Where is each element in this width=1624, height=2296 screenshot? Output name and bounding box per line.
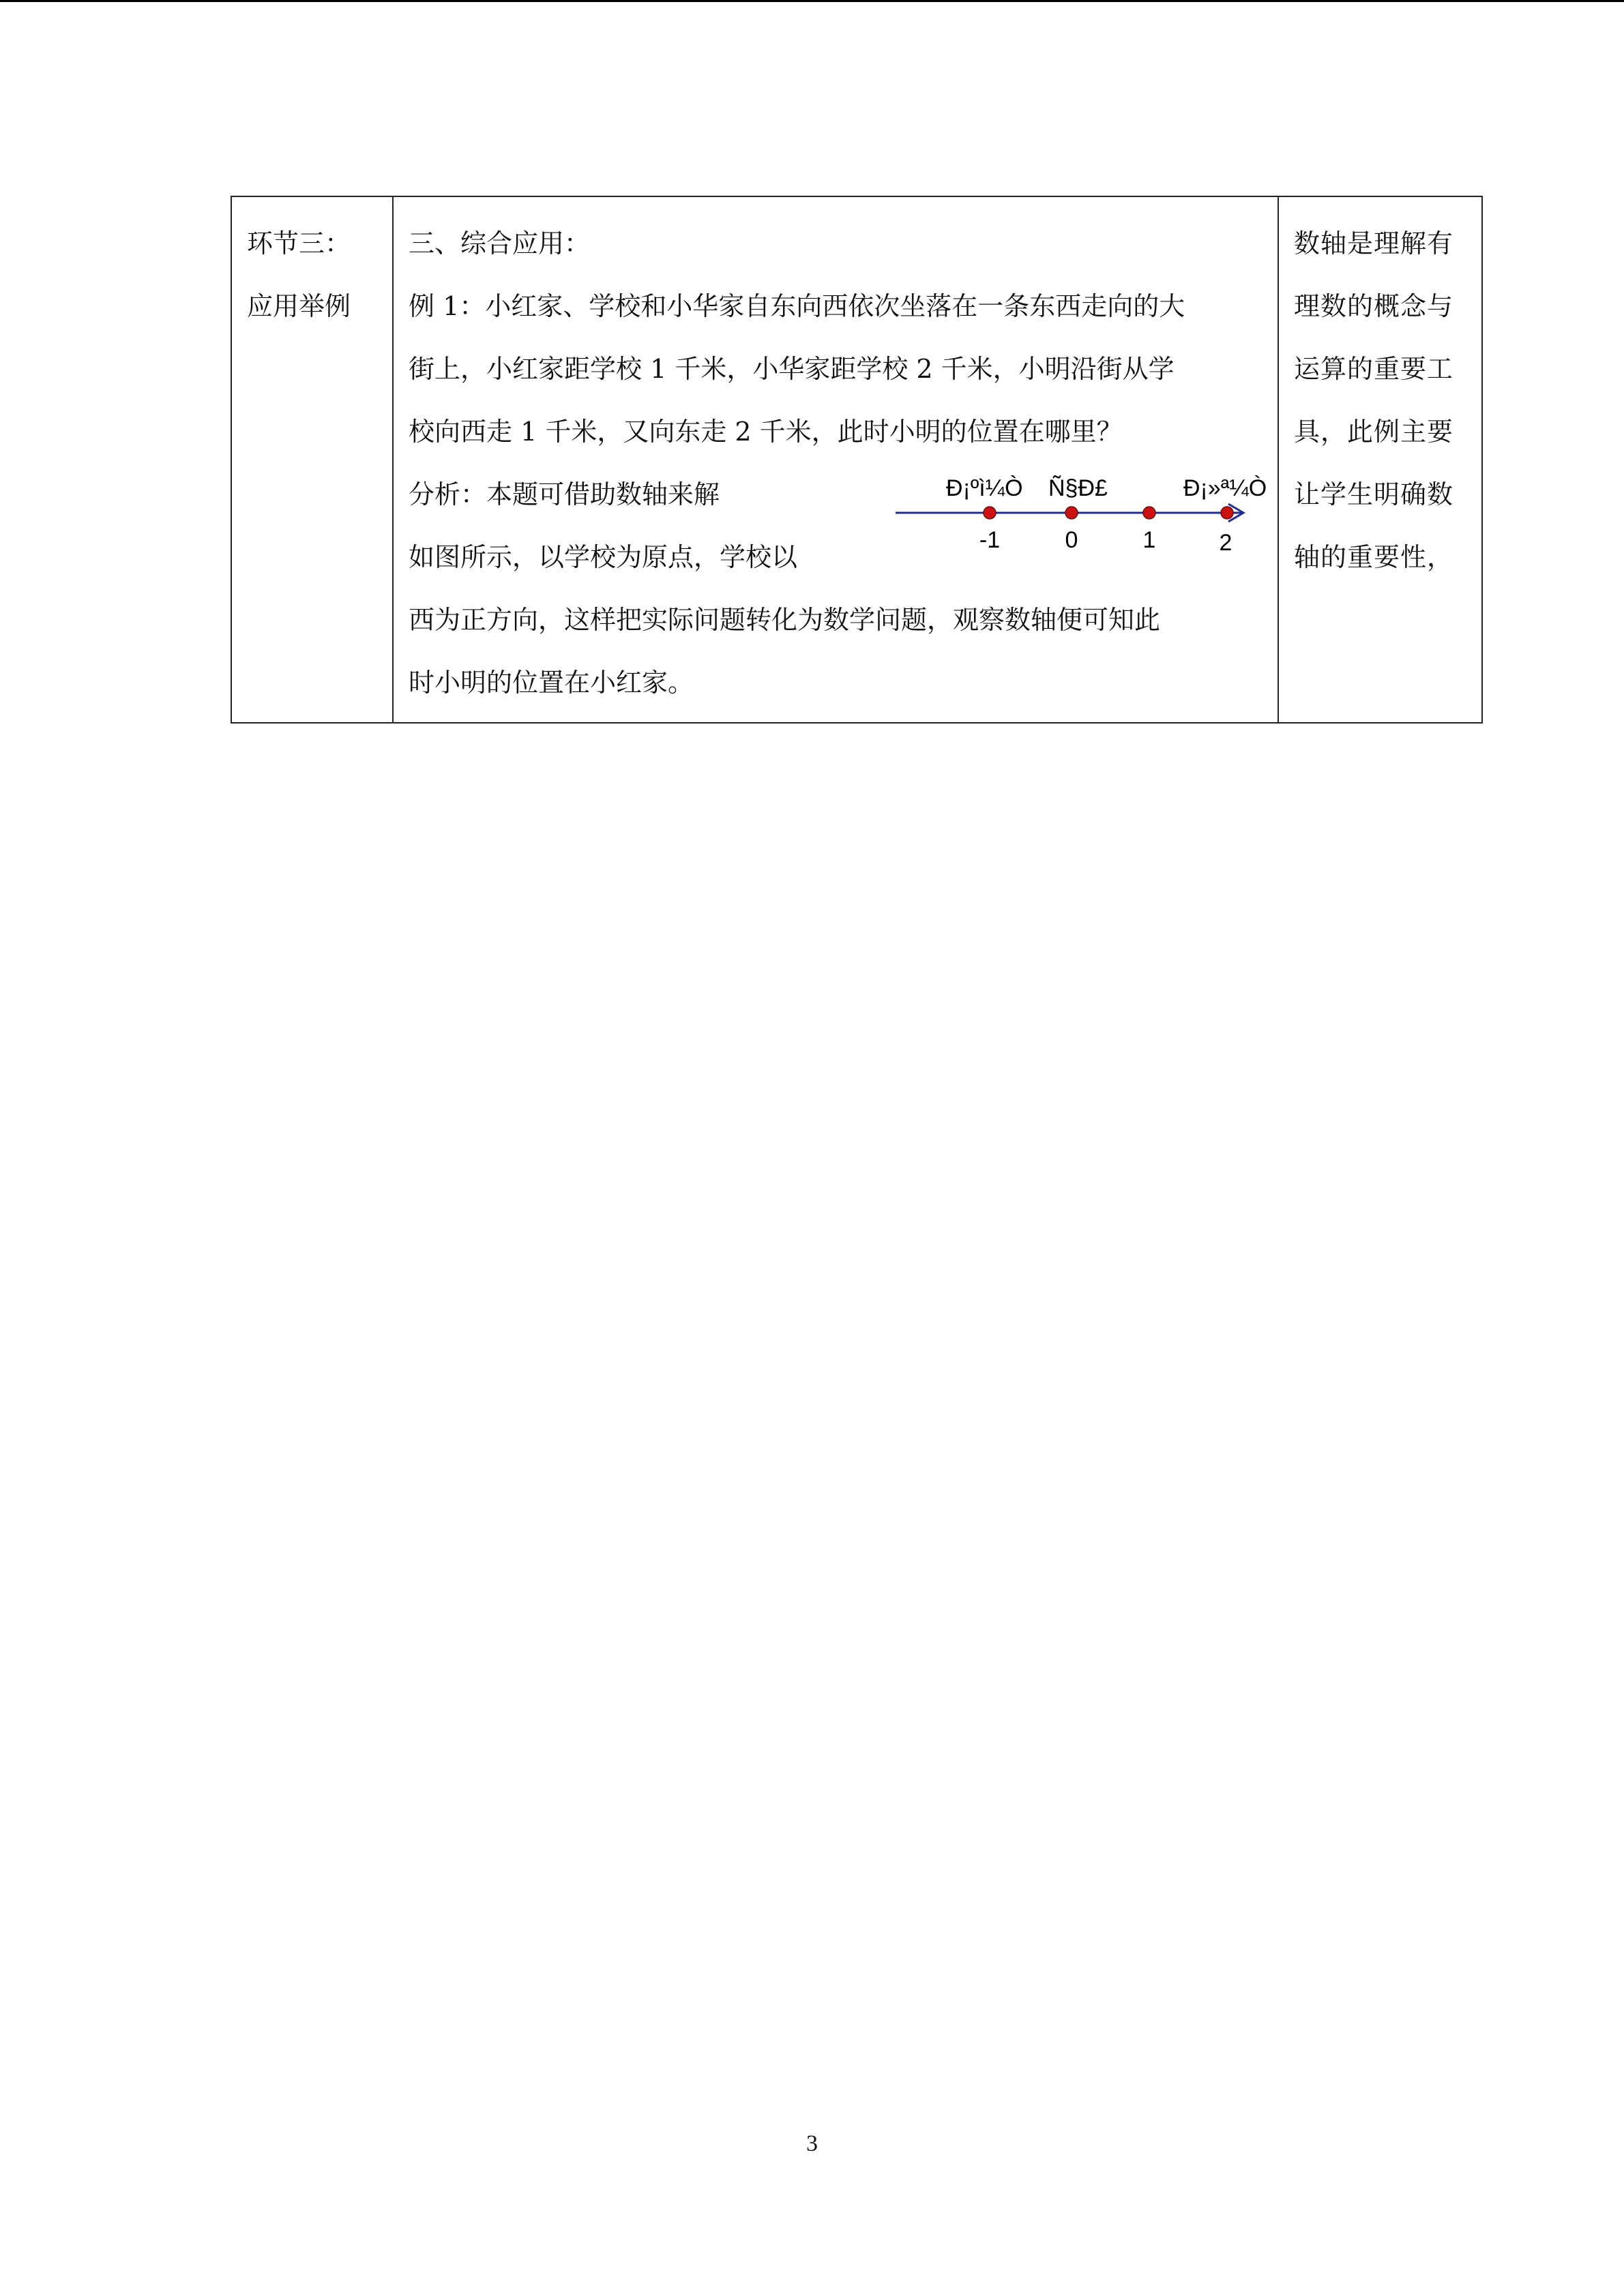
figure-description-line: 如图所示，以学校为原点，学校以 [409, 542, 798, 572]
conclusion-line-1: 西为正方向，这样把实际问题转化为数学问题，观察数轴便可知此 [409, 605, 1161, 635]
example-line-2: 街上，小红家距学校 1 千米，小华家距学校 2 千米，小明沿街从学 [409, 354, 1175, 384]
tick-label-0: 0 [1065, 527, 1078, 553]
analysis-line: 分析：本题可借助数轴来解 [409, 479, 720, 509]
note-line-6: 轴的重要性， [1294, 542, 1454, 572]
top-border-rule [0, 0, 1624, 2]
content-cell [393, 196, 1278, 723]
stage-line-2: 应用举例 [247, 291, 351, 321]
note-line-2: 理数的概念与 [1294, 291, 1454, 321]
conclusion-line-2: 时小明的位置在小红家。 [409, 668, 694, 698]
section-heading: 三、综合应用： [409, 228, 591, 258]
tick-label-2: 2 [1219, 530, 1232, 556]
tick-label-1: 1 [1142, 527, 1156, 553]
stage-line-1: 环节三： [247, 228, 351, 258]
example-line-1: 例 1：小红家、学校和小华家自东向西依次坐落在一条东西走向的大 [409, 291, 1185, 321]
example-line-3: 校向西走 1 千米，又向东走 2 千米，此时小明的位置在哪里？ [409, 417, 1123, 447]
note-line-5: 让学生明确数 [1294, 479, 1454, 509]
note-line-3: 运算的重要工 [1294, 354, 1454, 384]
note-line-4: 具，此例主要 [1294, 417, 1454, 447]
point-label-xiaohua-home: Ð¡»ª¼Ò [1183, 475, 1267, 501]
tick-label-minus-1: -1 [979, 527, 1001, 553]
stage-cell [231, 196, 393, 723]
table-row [231, 196, 1482, 723]
lesson-plan-table [231, 196, 1483, 724]
page-number: 3 [806, 2131, 818, 2156]
note-line-1: 数轴是理解有 [1294, 228, 1454, 258]
analysis-block [409, 463, 1267, 588]
point-label-xiaohong-home: Ð¡ºì¼Ò [946, 475, 1023, 501]
teaching-note-cell [1278, 196, 1482, 723]
point-label-school: Ñ§Ð£ [1048, 475, 1108, 501]
